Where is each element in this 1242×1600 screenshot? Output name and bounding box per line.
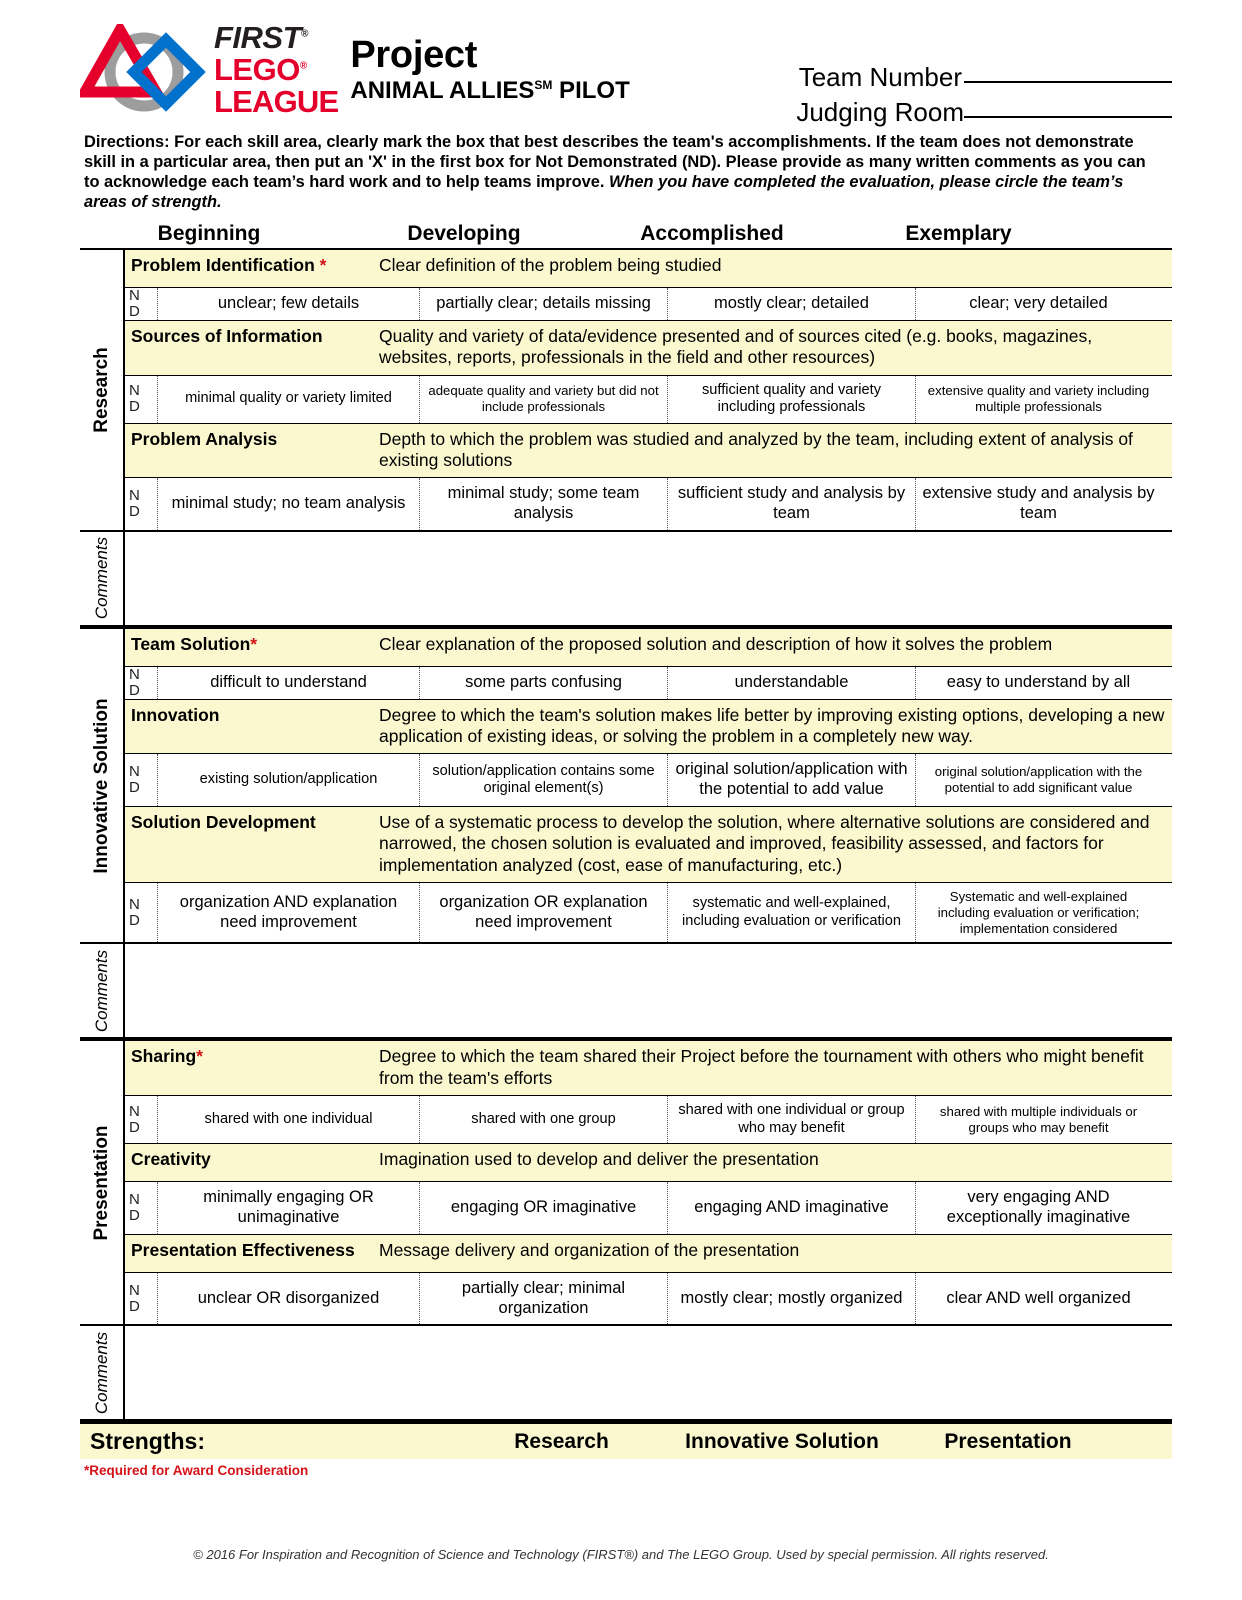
page-header — [0, 0, 1242, 128]
score-row — [125, 754, 1172, 807]
nd-n-label: N — [129, 763, 140, 781]
score-row — [125, 288, 1172, 321]
section-label-presentation — [80, 1041, 125, 1324]
fll-logo — [80, 22, 338, 117]
season-name: ANIMAL ALLIES — [350, 77, 535, 104]
judging-room-blank[interactable] — [964, 116, 1172, 118]
logo-league-text: LEAGUE — [214, 84, 339, 119]
score-cell-beginning[interactable]: minimal study; no team analysis — [158, 478, 420, 530]
comments-write-area[interactable] — [125, 1326, 1172, 1419]
criteria-name: Innovation — [131, 704, 220, 725]
score-cell-accomplished[interactable]: sufficient study and analysis by team — [668, 478, 916, 530]
score-cell-developing[interactable]: minimal study; some team analysis — [420, 478, 668, 530]
logo-first-text: FIRST — [214, 20, 302, 55]
score-cell-developing[interactable]: solution/application contains some original element(s) — [420, 754, 668, 806]
directions-plain: Directions: For each skill area, clearly mark the box that best describes the team's accomplishments. If the team does not demonstrate skill in a particular area, then put an 'X' in the first box for Not Demonstrated (ND). Please provide as many written comments as you can to acknowledge each team’s hard work and to help teams improve. — [84, 133, 1146, 192]
nd-n-label: N — [129, 1281, 140, 1299]
criteria-description: Degree to which the team's solution makes life better by improving existing options, developing a new application of existing ideas, or solving the problem in a completely new way. — [379, 704, 1165, 746]
section-label-text: Presentation — [90, 1125, 112, 1241]
criteria-name: Creativity — [131, 1149, 211, 1170]
nd-n-label: N — [129, 895, 140, 913]
comments-label — [80, 532, 125, 625]
judging-room-label: Judging Room — [796, 97, 964, 128]
comments-label-text: Comments — [91, 537, 111, 620]
required-star-icon: * — [319, 255, 327, 276]
rubric-sections — [0, 248, 1242, 1421]
criteria-header-row — [125, 424, 1172, 479]
season-sm-mark: SM — [534, 78, 553, 92]
score-cell-developing[interactable]: partially clear; details missing — [420, 288, 668, 320]
rubric-section — [80, 1039, 1172, 1326]
strength-option-research[interactable]: Research — [514, 1429, 609, 1453]
logo-first-mark: ® — [301, 28, 308, 40]
required-star-icon: * — [196, 1046, 203, 1067]
score-cell-beginning[interactable]: shared with one individual — [158, 1096, 420, 1143]
section-label-innovative-solution — [80, 629, 125, 943]
score-cell-beginning[interactable]: existing solution/application — [158, 754, 420, 806]
score-row — [125, 478, 1172, 530]
criteria-description: Degree to which the team shared their Project before the tournament with others who might benefit from the team's efforts — [379, 1046, 1144, 1088]
rubric-section — [80, 627, 1172, 945]
team-number-blank[interactable] — [964, 81, 1172, 83]
comments-block[interactable] — [80, 532, 1172, 627]
comments-block[interactable] — [80, 944, 1172, 1039]
score-cell-developing[interactable]: some parts confusing — [420, 667, 668, 699]
criteria-header-row — [125, 807, 1172, 883]
criteria-description: Clear explanation of the proposed solution and description of how it solves the problem — [379, 633, 1053, 654]
comments-label — [80, 944, 125, 1037]
nd-checkbox[interactable] — [125, 1096, 158, 1143]
nd-n-label: N — [129, 487, 140, 505]
score-cell-exemplary[interactable]: clear; very detailed — [969, 294, 1108, 313]
copyright-footer: © 2016 For Inspiration and Recognition of Science and Technology (FIRST®) and The LEGO Group. Used by special permission. All rights reserved. — [193, 1547, 1049, 1562]
score-cell-exemplary[interactable]: clear AND well organized — [946, 1288, 1131, 1307]
nd-checkbox[interactable] — [125, 376, 158, 423]
score-cell-exemplary[interactable]: extensive study and analysis by team — [922, 484, 1155, 523]
criteria-name: Problem Analysis — [131, 428, 278, 449]
section-label-text: Innovative Solution — [90, 698, 112, 874]
score-cell-accomplished[interactable]: sufficient quality and variety including professionals — [668, 376, 916, 423]
criteria-header-row — [125, 321, 1172, 376]
score-cell-accomplished[interactable]: mostly clear; detailed — [668, 288, 916, 320]
criteria-name: Sharing* — [131, 1046, 203, 1067]
score-row — [125, 1096, 1172, 1144]
score-cell-exemplary[interactable]: Systematic and well-explained including evaluation or verification; implementation considered — [937, 888, 1140, 936]
score-cell-developing[interactable]: adequate quality and variety but did not include professionals — [420, 376, 668, 423]
comments-write-area[interactable] — [125, 944, 1172, 1037]
score-row — [125, 883, 1172, 943]
score-cell-accomplished[interactable]: systematic and well-explained, including evaluation or verification — [668, 883, 916, 943]
directions-italic: When you have completed the evaluation, please circle the team’s areas of strength. — [84, 173, 1124, 212]
section-rows — [125, 1041, 1172, 1324]
score-cell-exemplary[interactable]: very engaging AND exceptionally imaginative — [946, 1188, 1131, 1226]
criteria-name: Presentation Effectiveness — [131, 1239, 355, 1260]
nd-checkbox[interactable] — [125, 478, 158, 530]
score-cell-accomplished[interactable]: understandable — [668, 667, 916, 699]
nd-d-label: D — [129, 1206, 140, 1224]
criteria-name: Problem Identification * — [131, 255, 327, 276]
criteria-description: Use of a systematic process to develop the solution, where alternative solutions are considered and narrowed, the chosen solution is evaluated and improved, feasibility assessed, and factors for implementation analyzed (cost, ease of manufacturing, etc.) — [379, 811, 1150, 875]
nd-checkbox[interactable] — [125, 1182, 158, 1234]
nd-d-label: D — [129, 779, 140, 797]
header-fields — [796, 22, 1172, 130]
score-cell-beginning[interactable]: unclear; few details — [158, 288, 420, 320]
nd-checkbox[interactable] — [125, 754, 158, 806]
score-cell-beginning[interactable]: difficult to understand — [158, 667, 420, 699]
score-cell-developing[interactable]: partially clear; minimal organization — [420, 1273, 668, 1325]
column-header-developing: Developing — [407, 222, 521, 246]
comments-label-text: Comments — [91, 1331, 111, 1414]
score-row — [125, 1273, 1172, 1325]
score-cell-beginning[interactable]: organization AND explanation need improvement — [158, 883, 420, 943]
required-star-icon: * — [250, 633, 258, 654]
score-cell-accomplished[interactable]: shared with one individual or group who may benefit — [668, 1096, 916, 1143]
season-title — [350, 78, 629, 104]
score-row — [125, 667, 1172, 700]
nd-checkbox[interactable] — [125, 1273, 158, 1325]
score-cell-accomplished[interactable]: original solution/application with the potential to add value — [668, 754, 916, 806]
comments-write-area[interactable] — [125, 532, 1172, 625]
nd-n-label: N — [129, 665, 140, 683]
strength-option-presentation[interactable]: Presentation — [944, 1429, 1072, 1453]
comments-label-text: Comments — [91, 949, 111, 1033]
nd-n-label: N — [129, 1102, 140, 1120]
section-label-text: Research — [90, 347, 112, 433]
column-headers — [0, 216, 1242, 248]
column-header-accomplished: Accomplished — [640, 222, 784, 246]
strengths-row — [80, 1421, 1172, 1459]
document-title-block — [350, 22, 629, 104]
criteria-header-row — [125, 1041, 1172, 1096]
criteria-description: Depth to which the problem was studied and analyzed by the team, including extent of analysis of existing solutions — [379, 428, 1133, 470]
score-cell-exemplary[interactable]: original solution/application with the potential to add significant value — [934, 764, 1143, 796]
nd-d-label: D — [129, 681, 140, 699]
score-row — [125, 1182, 1172, 1235]
criteria-header-row — [125, 1144, 1172, 1182]
criteria-description: Quality and variety of data/evidence presented and of sources cited (e.g. books, magazines, websites, reports, professionals in the field and other resources) — [379, 325, 1093, 368]
nd-d-label: D — [129, 398, 140, 416]
criteria-description: Clear definition of the problem being studied — [379, 255, 722, 276]
section-label-research — [80, 250, 125, 530]
score-cell-accomplished[interactable]: engaging AND imaginative — [668, 1182, 916, 1234]
strengths-label: Strengths: — [90, 1428, 205, 1455]
nd-n-label: N — [129, 287, 140, 305]
criteria-description: Message delivery and organization of the presentation — [379, 1239, 800, 1260]
column-header-exemplary: Exemplary — [905, 222, 1012, 246]
nd-n-label: N — [129, 1191, 140, 1209]
score-cell-beginning[interactable]: minimal quality or variety limited — [158, 376, 420, 423]
season-suffix: PILOT — [552, 77, 630, 104]
logo-lego-mark: ® — [299, 60, 307, 72]
strength-option-innovative-solution[interactable]: Innovative Solution — [685, 1429, 879, 1453]
section-rows — [125, 250, 1172, 530]
logo-lego-text: LEGO — [214, 52, 300, 87]
judging-room-field[interactable] — [796, 95, 1172, 130]
nd-checkbox[interactable] — [125, 883, 158, 943]
team-number-field[interactable] — [796, 60, 1172, 95]
criteria-header-row — [125, 700, 1172, 755]
criteria-header-row — [125, 250, 1172, 288]
criteria-name: Solution Development — [131, 811, 316, 832]
fll-logo-mark — [80, 24, 208, 116]
nd-checkbox[interactable] — [125, 288, 158, 320]
criteria-name: Team Solution* — [131, 633, 258, 654]
criteria-name: Sources of Information — [131, 325, 323, 346]
nd-n-label: N — [129, 382, 140, 400]
comments-block[interactable] — [80, 1326, 1172, 1421]
score-row — [125, 376, 1172, 424]
score-cell-accomplished[interactable]: mostly clear; mostly organized — [668, 1273, 916, 1325]
score-cell-developing[interactable]: organization OR explanation need improvement — [420, 883, 668, 943]
column-header-beginning: Beginning — [157, 222, 261, 246]
nd-d-label: D — [129, 1297, 140, 1315]
criteria-header-row — [125, 1235, 1172, 1273]
comments-label — [80, 1326, 125, 1419]
score-cell-exemplary[interactable]: extensive quality and variety including multiple professionals — [927, 383, 1150, 415]
nd-d-label: D — [129, 1118, 140, 1136]
score-cell-exemplary[interactable]: shared with multiple individuals or groups who may benefit — [939, 1103, 1138, 1135]
score-cell-beginning[interactable]: unclear OR disorganized — [158, 1273, 420, 1325]
score-cell-developing[interactable]: engaging OR imaginative — [420, 1182, 668, 1234]
criteria-description: Imagination used to develop and deliver the presentation — [379, 1149, 819, 1170]
nd-d-label: D — [129, 302, 140, 320]
page-title: Project — [350, 34, 478, 76]
score-cell-exemplary[interactable]: easy to understand by all — [946, 672, 1131, 691]
nd-checkbox[interactable] — [125, 667, 158, 699]
score-cell-developing[interactable]: shared with one group — [420, 1096, 668, 1143]
section-rows — [125, 629, 1172, 943]
directions-text — [0, 128, 1242, 212]
team-number-label: Team Number — [798, 62, 962, 92]
criteria-header-row — [125, 629, 1172, 667]
nd-d-label: D — [129, 503, 140, 521]
fll-wordmark — [214, 22, 338, 117]
score-cell-beginning[interactable]: minimally engaging OR unimaginative — [158, 1182, 420, 1234]
rubric-section — [80, 248, 1172, 532]
nd-d-label: D — [129, 911, 140, 929]
required-note: *Required for Award Consideration — [84, 1463, 309, 1479]
